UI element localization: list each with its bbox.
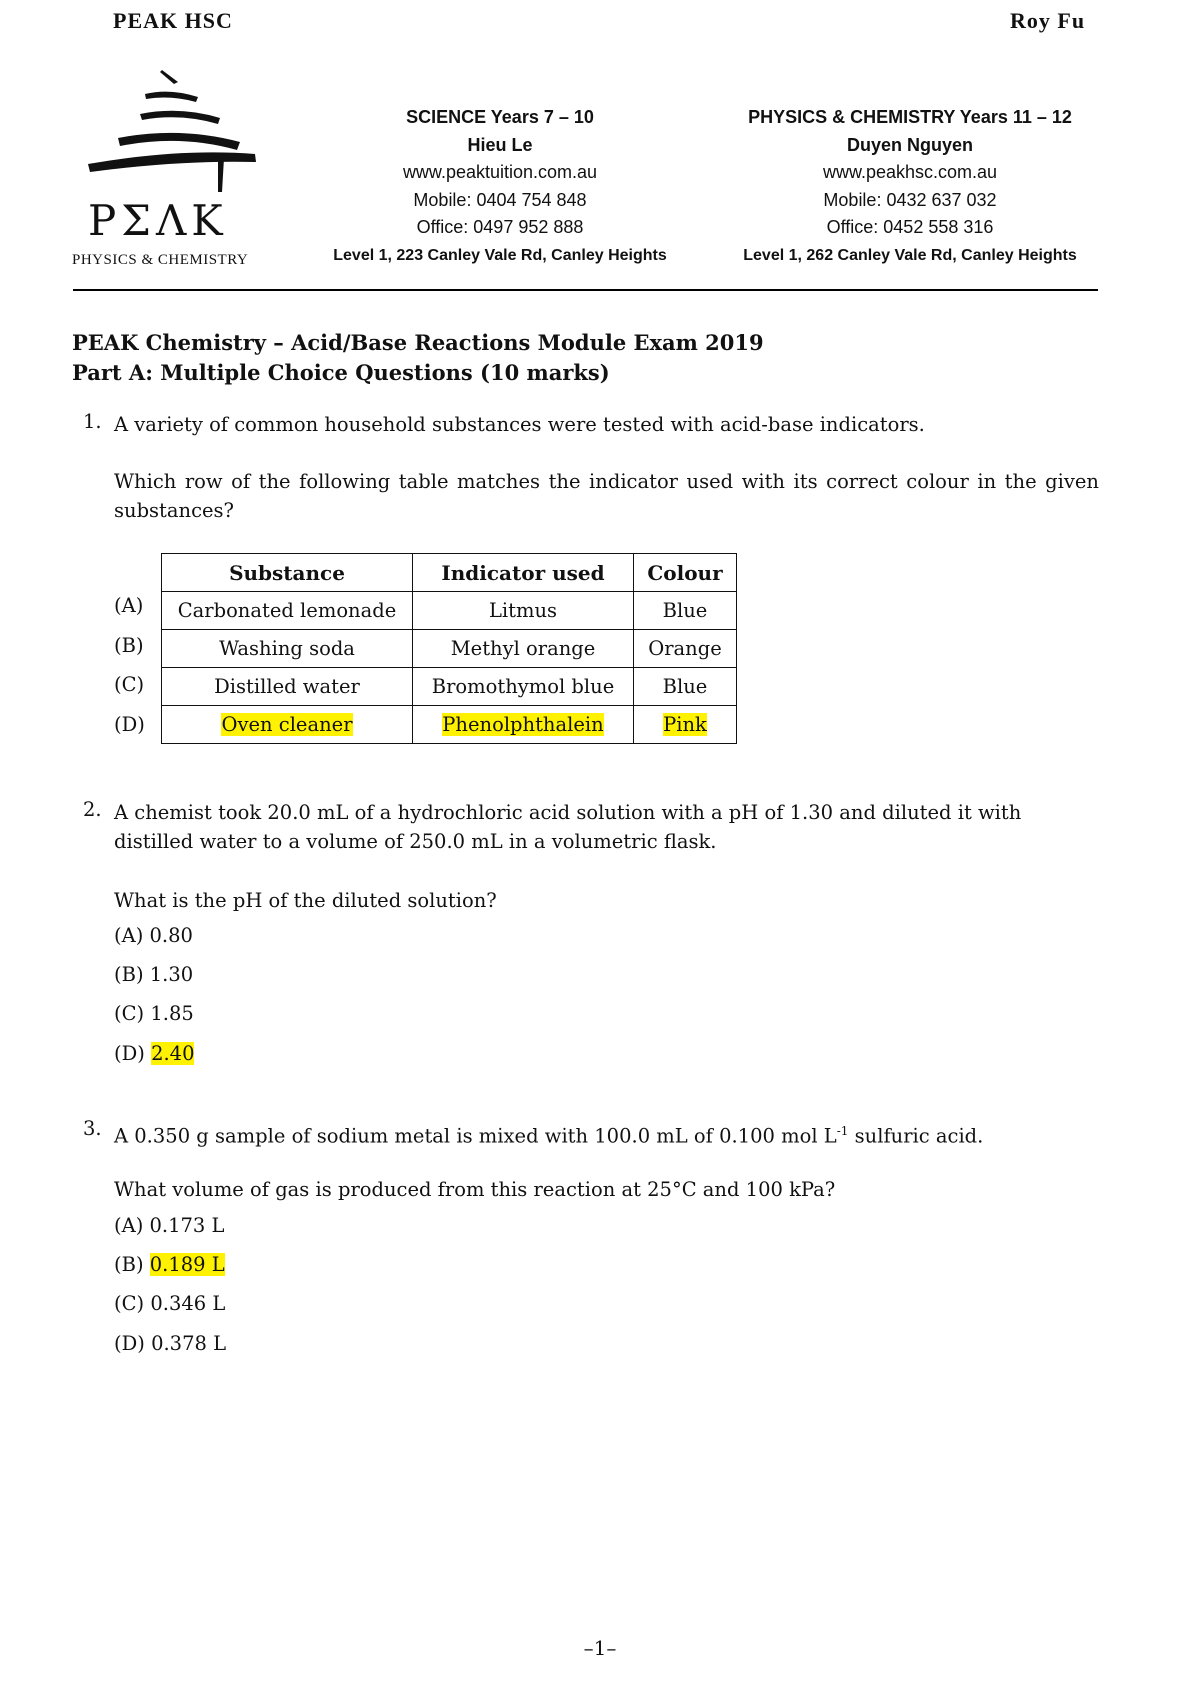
- contact-name: Duyen Nguyen: [846, 134, 974, 155]
- question-stem-line: distilled water to a volume of 250.0 mL in a volumetric flask.: [114, 830, 717, 853]
- option-text: 1.85: [150, 1002, 194, 1025]
- option-label: (A): [114, 1214, 144, 1237]
- contact-website: www.peakhsc.com.au: [822, 162, 998, 182]
- table-row: [162, 668, 737, 706]
- question-stem-line: A chemist took 20.0 mL of a hydrochloric acid solution with a pH of 1.30 and diluted it with: [114, 801, 1022, 824]
- highlighted-answer: Pink: [663, 713, 707, 736]
- answer-option-correct: [114, 1253, 225, 1276]
- page-number: –1–: [583, 1636, 617, 1660]
- peak-logo: [70, 62, 280, 272]
- question-stem: A variety of common household substances were tested with acid-base indicators.: [114, 413, 925, 436]
- logo-wordmark: PΣΛK: [88, 196, 228, 245]
- answer-option: [114, 1214, 225, 1237]
- question-stem-text: sulfuric acid.: [848, 1124, 984, 1148]
- table-header-cell: Indicator used: [413, 554, 634, 592]
- table-cell: Distilled water: [162, 668, 413, 706]
- option-label: (B): [114, 1253, 144, 1276]
- table-cell: Litmus: [413, 592, 634, 630]
- question-stem: [114, 798, 1099, 856]
- option-label: (C): [114, 1292, 145, 1315]
- question-stem-text: A 0.350 g sample of sodium metal is mixed with 100.0 mL of 0.100 mol L: [114, 1124, 837, 1148]
- contact-heading: PHYSICS & CHEMISTRY Years 11 – 12: [748, 107, 1072, 127]
- question-number: 1.: [83, 410, 102, 433]
- question-number: 3.: [83, 1117, 102, 1140]
- header-divider: [73, 289, 1098, 291]
- table-row: [162, 630, 737, 668]
- contact-office: Office: 0452 558 316: [826, 217, 994, 237]
- running-header-left: PEAK HSC: [113, 8, 233, 33]
- question-prompt: Which row of the following table matches the indicator used with its correct colour in the given substances?: [114, 470, 1099, 522]
- table-cell: Bromothymol blue: [413, 668, 634, 706]
- answer-option: [114, 1002, 194, 1025]
- option-label: (A): [114, 924, 144, 947]
- running-header-right: Roy Fu: [1010, 8, 1086, 33]
- option-text: 0.80: [149, 924, 193, 947]
- contact-office: Office: 0497 952 888: [416, 217, 584, 237]
- option-text: 0.378 L: [151, 1332, 227, 1355]
- answer-option: [114, 924, 193, 947]
- table-cell: Washing soda: [162, 630, 413, 668]
- contact-mobile: Mobile: 0404 754 848: [413, 189, 587, 210]
- answer-option-correct: [114, 1042, 194, 1065]
- row-label: (B): [114, 634, 144, 657]
- peak-logo-graphic: [70, 62, 280, 212]
- table-cell: [413, 706, 634, 744]
- table-header-cell: Colour: [634, 554, 737, 592]
- table-cell: Blue: [634, 668, 737, 706]
- answer-option: [114, 963, 193, 986]
- contact-address: Level 1, 223 Canley Vale Rd, Canley Heights: [333, 246, 667, 264]
- table-cell: Blue: [634, 592, 737, 630]
- question-stem: [114, 1117, 983, 1151]
- option-text: 1.30: [149, 963, 194, 986]
- option-text: 0.173 L: [149, 1214, 225, 1237]
- question-prompt: What is the pH of the diluted solution?: [114, 889, 497, 912]
- table-header-row: [162, 554, 737, 592]
- contact-address: Level 1, 262 Canley Vale Rd, Canley Heights: [743, 246, 1077, 264]
- highlighted-answer: Oven cleaner: [221, 713, 353, 736]
- table-cell: Carbonated lemonade: [162, 592, 413, 630]
- question-prompt: What volume of gas is produced from this reaction at 25°C and 100 kPa?: [114, 1178, 836, 1201]
- exam-part-heading: Part A: Multiple Choice Questions (10 marks): [72, 360, 610, 385]
- option-label: (D): [114, 1332, 145, 1355]
- highlighted-answer: 2.40: [151, 1042, 195, 1065]
- table-row: [162, 592, 737, 630]
- table-header-cell: Substance: [162, 554, 413, 592]
- question-number: 2.: [83, 798, 102, 821]
- option-label: (D): [114, 1042, 145, 1065]
- contact-block-physics-chemistry: [710, 104, 1110, 269]
- exam-title: PEAK Chemistry – Acid/Base Reactions Module Exam 2019: [72, 330, 764, 355]
- table-cell: [634, 706, 737, 744]
- table-cell: [162, 706, 413, 744]
- indicator-table: [161, 553, 737, 744]
- table-cell: Orange: [634, 630, 737, 668]
- contact-mobile: Mobile: 0432 637 032: [823, 189, 997, 210]
- highlighted-answer: 0.189 L: [149, 1253, 225, 1276]
- table-row-answer: [162, 706, 737, 744]
- table-cell: Methyl orange: [413, 630, 634, 668]
- option-label: (B): [114, 963, 144, 986]
- contact-name: Hieu Le: [467, 134, 533, 155]
- row-label: (A): [114, 594, 144, 617]
- answer-option: [114, 1332, 226, 1355]
- answer-option: [114, 1292, 225, 1315]
- option-text: 0.346 L: [150, 1292, 226, 1315]
- row-label: (D): [114, 713, 145, 736]
- option-label: (C): [114, 1002, 145, 1025]
- superscript: -1: [836, 1124, 849, 1138]
- row-label: (C): [114, 673, 145, 696]
- contact-block-science: [300, 104, 700, 269]
- highlighted-answer: Phenolphthalein: [442, 713, 604, 736]
- contact-heading: SCIENCE Years 7 – 10: [406, 107, 594, 127]
- contact-website: www.peaktuition.com.au: [402, 162, 598, 182]
- logo-tagline: PHYSICS & CHEMISTRY: [72, 252, 249, 268]
